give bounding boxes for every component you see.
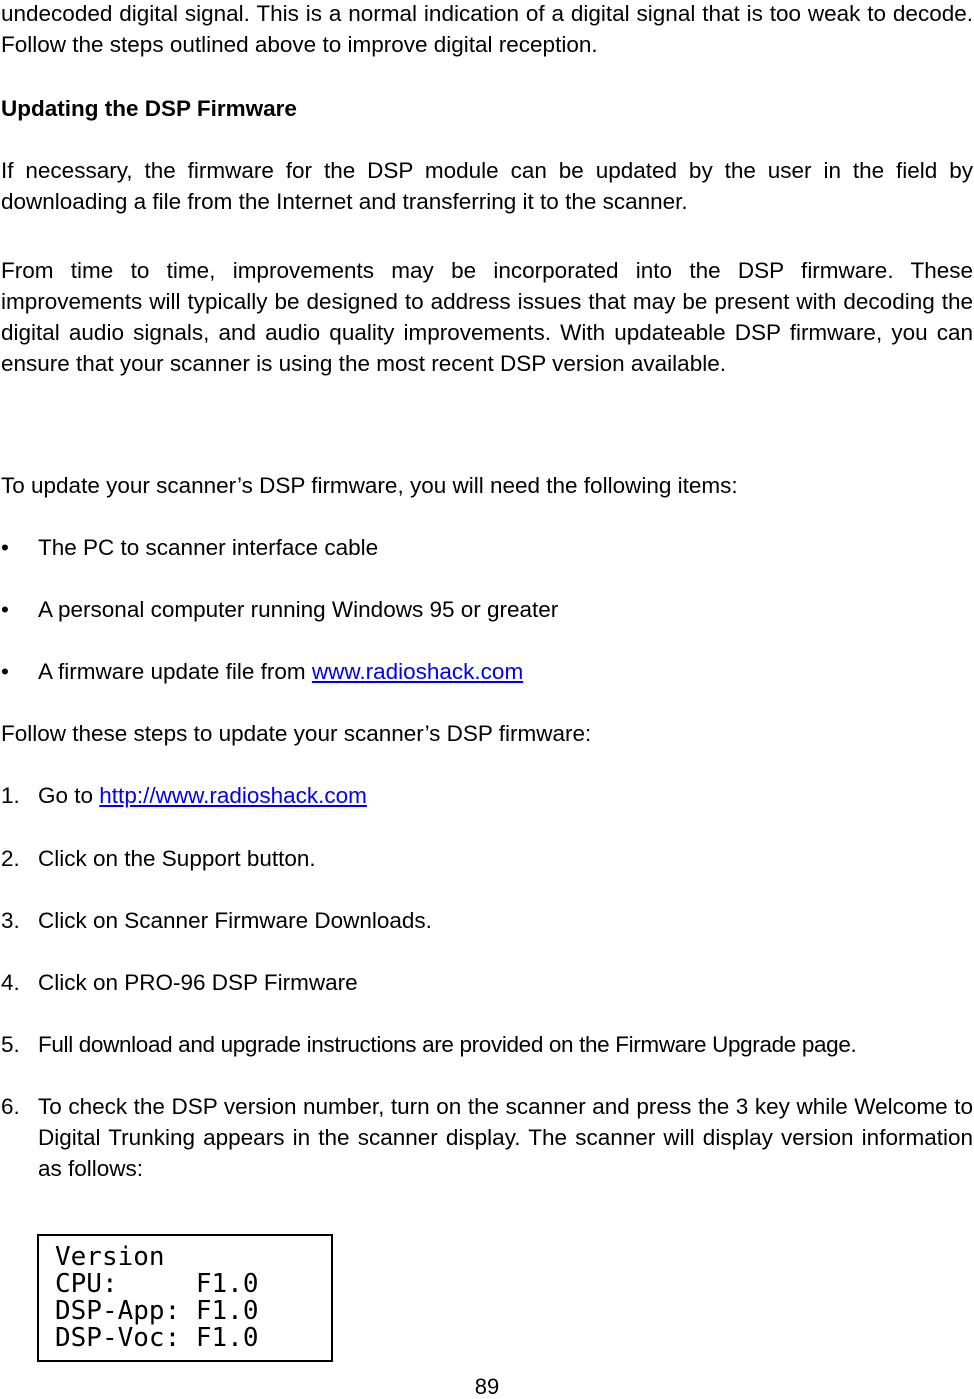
- scanner-display-readout: [37, 1234, 333, 1362]
- display-line: DSP-App: F1.0: [55, 1296, 259, 1326]
- step-number: 1.: [1, 783, 20, 808]
- items-needed-paragraph: To update your scanner’s DSP firmware, you will need the following items:: [1, 473, 738, 498]
- step-text: Click on PRO-96 DSP Firmware: [38, 970, 358, 995]
- bullet-mark: •: [1, 597, 9, 622]
- step-text: Click on the Support button.: [38, 846, 316, 871]
- improvements-paragraph: From time to time, improvements may be incorporated into the DSP firmware. These improvements will typically be designed to address issues that may be present with decoding the digital audio signals, and audio quality improvements. With updateable DSP firmware, you can ensure that your scanner is using the most recent DSP version available.: [1, 258, 973, 376]
- radioshack-url-link[interactable]: http://www.radioshack.com: [99, 783, 367, 808]
- step-number: 3.: [1, 908, 20, 933]
- step-text-with-link: [38, 780, 973, 811]
- display-line: Version: [55, 1242, 165, 1272]
- step-text: To check the DSP version number, turn on the scanner and press the 3 key while Welcome to Digital Trunking appears in the scanner display. The scanner will display version information as follows:: [38, 1094, 973, 1181]
- bullet-mark: •: [1, 535, 9, 560]
- display-line: DSP-Voc: F1.0: [55, 1323, 259, 1353]
- bullet-text: A personal computer running Windows 95 or greater: [38, 597, 559, 622]
- step-number: 4.: [1, 970, 20, 995]
- step-text: Go to: [38, 783, 100, 808]
- step-text: Click on Scanner Firmware Downloads.: [38, 908, 432, 933]
- bullet-text: A firmware update file from: [38, 659, 312, 684]
- steps-intro-paragraph: Follow these steps to update your scanner’s DSP firmware:: [1, 721, 592, 746]
- intro-continued-paragraph: undecoded digital signal. This is a normal indication of a digital signal that is too weak to decode. Follow the steps outlined above to improve digital reception.: [1, 1, 973, 57]
- display-line: CPU: F1.0: [55, 1269, 259, 1299]
- bullet-text-with-link: [38, 656, 973, 687]
- step-number: 2.: [1, 846, 20, 871]
- field-update-paragraph: If necessary, the firmware for the DSP module can be updated by the user in the field by downloading a file from the Internet and transferring it to the scanner.: [1, 158, 973, 214]
- step-number: 6.: [1, 1094, 20, 1119]
- step-number: 5.: [1, 1032, 20, 1057]
- bullet-mark: •: [1, 659, 9, 684]
- bullet-text: The PC to scanner interface cable: [38, 535, 379, 560]
- step-text: Full download and upgrade instructions are provided on the Firmware Upgrade page.: [38, 1032, 857, 1057]
- radioshack-link[interactable]: www.radioshack.com: [311, 659, 524, 684]
- section-heading: Updating the DSP Firmware: [1, 96, 297, 121]
- page-number: 89: [474, 1374, 500, 1399]
